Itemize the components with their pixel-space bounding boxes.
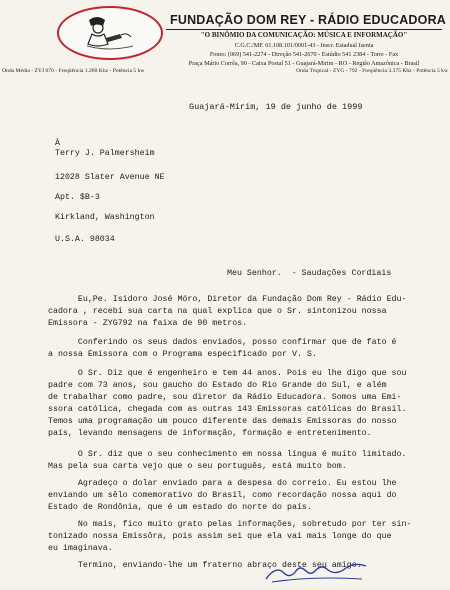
address-line: U.S.A. 98034	[55, 235, 115, 244]
address-line: Terry J. Palmersheim	[55, 149, 155, 158]
address-line: À	[55, 139, 60, 148]
motto: "O BINÔMIO DA COMUNICAÇÃO: MÚSICA E INFORMAÇÃO"	[200, 31, 408, 39]
body-line: enviando um sêlo comemorativo do Brasil, como recordação nossa aqui do	[48, 491, 397, 500]
body-line: país, levando mensagens de informação, formação e entretenimento.	[48, 429, 372, 438]
body-line: Temos uma programação um pouco diferente das demais Emissoras do nosso	[48, 417, 397, 426]
body-line: O Sr. Diz que é engenheiro e tem 44 anos. Pois eu lhe digo que sou	[48, 369, 407, 378]
body-line: Eu,Pe. Isidoro José Móro, Diretor da Fundação Dom Rey - Rádio Edu-	[48, 295, 407, 304]
letter-date: Guajará-Mirim, 19 de junho de 1999	[189, 102, 363, 112]
body-line: Mas pela sua carta vejo que o seu português, está muito bom.	[48, 462, 347, 471]
cgc-line: C.G.C./MF. 01.108.101/0001-43 - Inscr. Estadual Isenta	[234, 42, 374, 49]
phones-line: Fones: (069) 541-2274 - Direção 541-2670 - Estúdio 541 2384 - Torre - Fax	[209, 51, 399, 58]
band-tropical-wave: Onda Tropical - ZYG - 792 - Freqüência 3.375 Khz - Potência 5 kw	[296, 68, 448, 74]
institution-title: FUNDAÇÃO DOM REY - RÁDIO EDUCADORA	[170, 13, 447, 27]
body-line: cadora , recebi sua carta na qual explica que o Sr. sintonizou nossa	[48, 307, 387, 316]
address-line: Praça Mário Corrêa, 90 - Caixa Postal 51 - Guajará-Mirim - RO - Região Amazônica - Brasil	[188, 60, 420, 67]
body-line: Estado de Rondônia, que é um estado do norte do país.	[48, 503, 312, 512]
header-rule	[166, 29, 442, 30]
address-line: Apt. $B-3	[55, 193, 100, 202]
address-line: Kirkland, Washington	[55, 213, 155, 222]
body-line: a nossa Emissora com o Programa especificado por V. S.	[48, 350, 317, 359]
body-line: Agradeço o dolar enviado para a despesa do correio. Eu estou lhe	[48, 479, 397, 488]
band-medium-wave: Onda Média - ZYJ 670 - Freqüência 1.260 Khz - Potência 5 kw	[2, 68, 145, 74]
body-line: O Sr. diz que o seu conhecimento em nossa língua é muito limitado.	[48, 450, 407, 459]
body-line: ssora católica, chegada com as outras 143 Emissoras católicas do Brasil.	[48, 405, 407, 414]
frequency-bands	[2, 68, 448, 74]
address-line: 12028 Slater Avenue NE	[55, 173, 165, 182]
body-line: tonizado nossa Emissôra, pois assim sei que ela vai mais longe do que	[48, 532, 392, 541]
greeting: Meu Senhor. - Saudações Cordiais	[227, 269, 392, 278]
body-line: padre com 73 anos, sou gaucho do Estado do Rio Grande do Sul, e além	[48, 381, 387, 390]
body-line: Conferindo os seus dados enviados, posso confirmar que de fato é	[48, 338, 397, 347]
radio-logo	[57, 6, 163, 60]
body-line: Emissora - ZYG792 na faixa de 90 metros.	[48, 319, 248, 328]
body-line: Termino, enviando-lhe um fraterno abraço deste seu amigo.	[48, 561, 362, 570]
body-line: No mais, fico muito grato pelas informações, sobretudo por ter sin-	[48, 520, 412, 529]
body-line: de trabalhar como padre, sou diretor da Rádio Educadora. Somos uma Emi-	[48, 393, 402, 402]
signature	[262, 563, 372, 585]
body-line: eu imaginava.	[48, 544, 113, 553]
